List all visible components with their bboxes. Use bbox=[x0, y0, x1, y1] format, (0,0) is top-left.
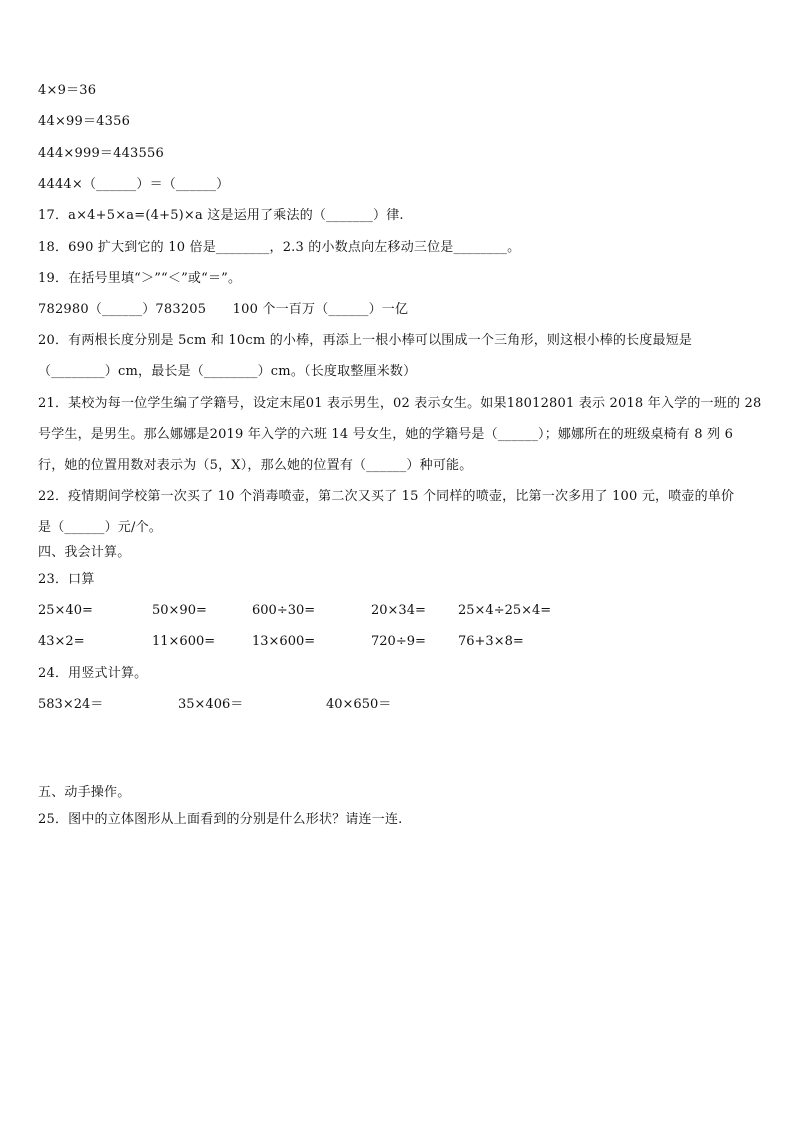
oral-calc-2-4: 720÷9= bbox=[371, 634, 426, 649]
oral-calc-2-2: 11×600= bbox=[152, 634, 216, 649]
question-22-line-2: 是（______）元/个。 bbox=[38, 520, 162, 535]
question-19: 19．在括号里填“＞”“＜”或“＝”。 bbox=[38, 271, 242, 286]
question-20-line-1: 20．有两根长度分别是 5cm 和 10cm 的小棒，再添上一根小棒可以围成一个三角形，则这根小棒的长度最短是 bbox=[38, 333, 693, 348]
oral-calc-1-1: 25×40= bbox=[38, 603, 93, 618]
oral-calc-2-5: 76+3×8= bbox=[458, 634, 524, 649]
oral-calc-1-3: 600÷30= bbox=[252, 603, 316, 618]
question-21-line-3: 行，她的位置用数对表示为（5，X），那么她的位置有（______）种可能。 bbox=[38, 458, 473, 473]
oral-calc-1-5: 25×4÷25×4= bbox=[458, 603, 552, 618]
question-21-line-2: 号学生，是男生。那么娜娜是2019 年入学的六班 14 号女生，她的学籍号是（______）；娜娜所在的班级桌椅有 8 列 6 bbox=[38, 427, 734, 442]
question-21-line-1: 21．某校为每一位学生编了学籍号，设定末尾01 表示男生，02 表示女生。如果18012801 表示 2018 年入学的一班的 28 bbox=[38, 396, 762, 411]
question-22-line-1: 22．疫情期间学校第一次买了 10 个消毒喷壶，第二次又买了 15 个同样的喷壶，比第一次多用了 100 元，喷壶的单价 bbox=[38, 489, 735, 504]
section-4-heading: 四、我会计算。 bbox=[38, 545, 131, 560]
oral-calc-1-4: 20×34= bbox=[371, 603, 426, 618]
question-24-title: 24．用竖式计算。 bbox=[38, 666, 148, 681]
question-25: 25．图中的立体图形从上面看到的分别是什么形状？请连一连. bbox=[38, 812, 403, 827]
pattern-line-4: 4444×（______）＝（______） bbox=[38, 177, 230, 192]
question-23-title: 23．口算 bbox=[38, 572, 95, 587]
section-5-heading: 五、动手操作。 bbox=[38, 785, 131, 800]
question-17: 17．a×4+5×a=(4+5)×a 这是运用了乘法的（_______）律. bbox=[38, 208, 404, 223]
oral-calc-2-3: 13×600= bbox=[252, 634, 316, 649]
oral-calc-1-2: 50×90= bbox=[152, 603, 207, 618]
vertical-calc-2: 35×406＝ bbox=[178, 697, 244, 712]
oral-calc-2-1: 43×2= bbox=[38, 634, 85, 649]
question-18: 18．690 扩大到它的 10 倍是________，2.3 的小数点向左移动三位是________。 bbox=[38, 240, 521, 255]
vertical-calc-1: 583×24＝ bbox=[38, 697, 104, 712]
question-20-line-2: （________）cm，最长是（________）cm。（长度取整厘米数） bbox=[38, 364, 417, 379]
pattern-line-1: 4×9＝36 bbox=[38, 83, 97, 98]
question-19-compare: 782980（______）783205 100 个一百万（______）一亿 bbox=[38, 302, 409, 317]
pattern-line-2: 44×99＝4356 bbox=[38, 114, 131, 129]
vertical-calc-3: 40×650＝ bbox=[326, 697, 392, 712]
pattern-line-3: 444×999＝443556 bbox=[38, 146, 164, 161]
